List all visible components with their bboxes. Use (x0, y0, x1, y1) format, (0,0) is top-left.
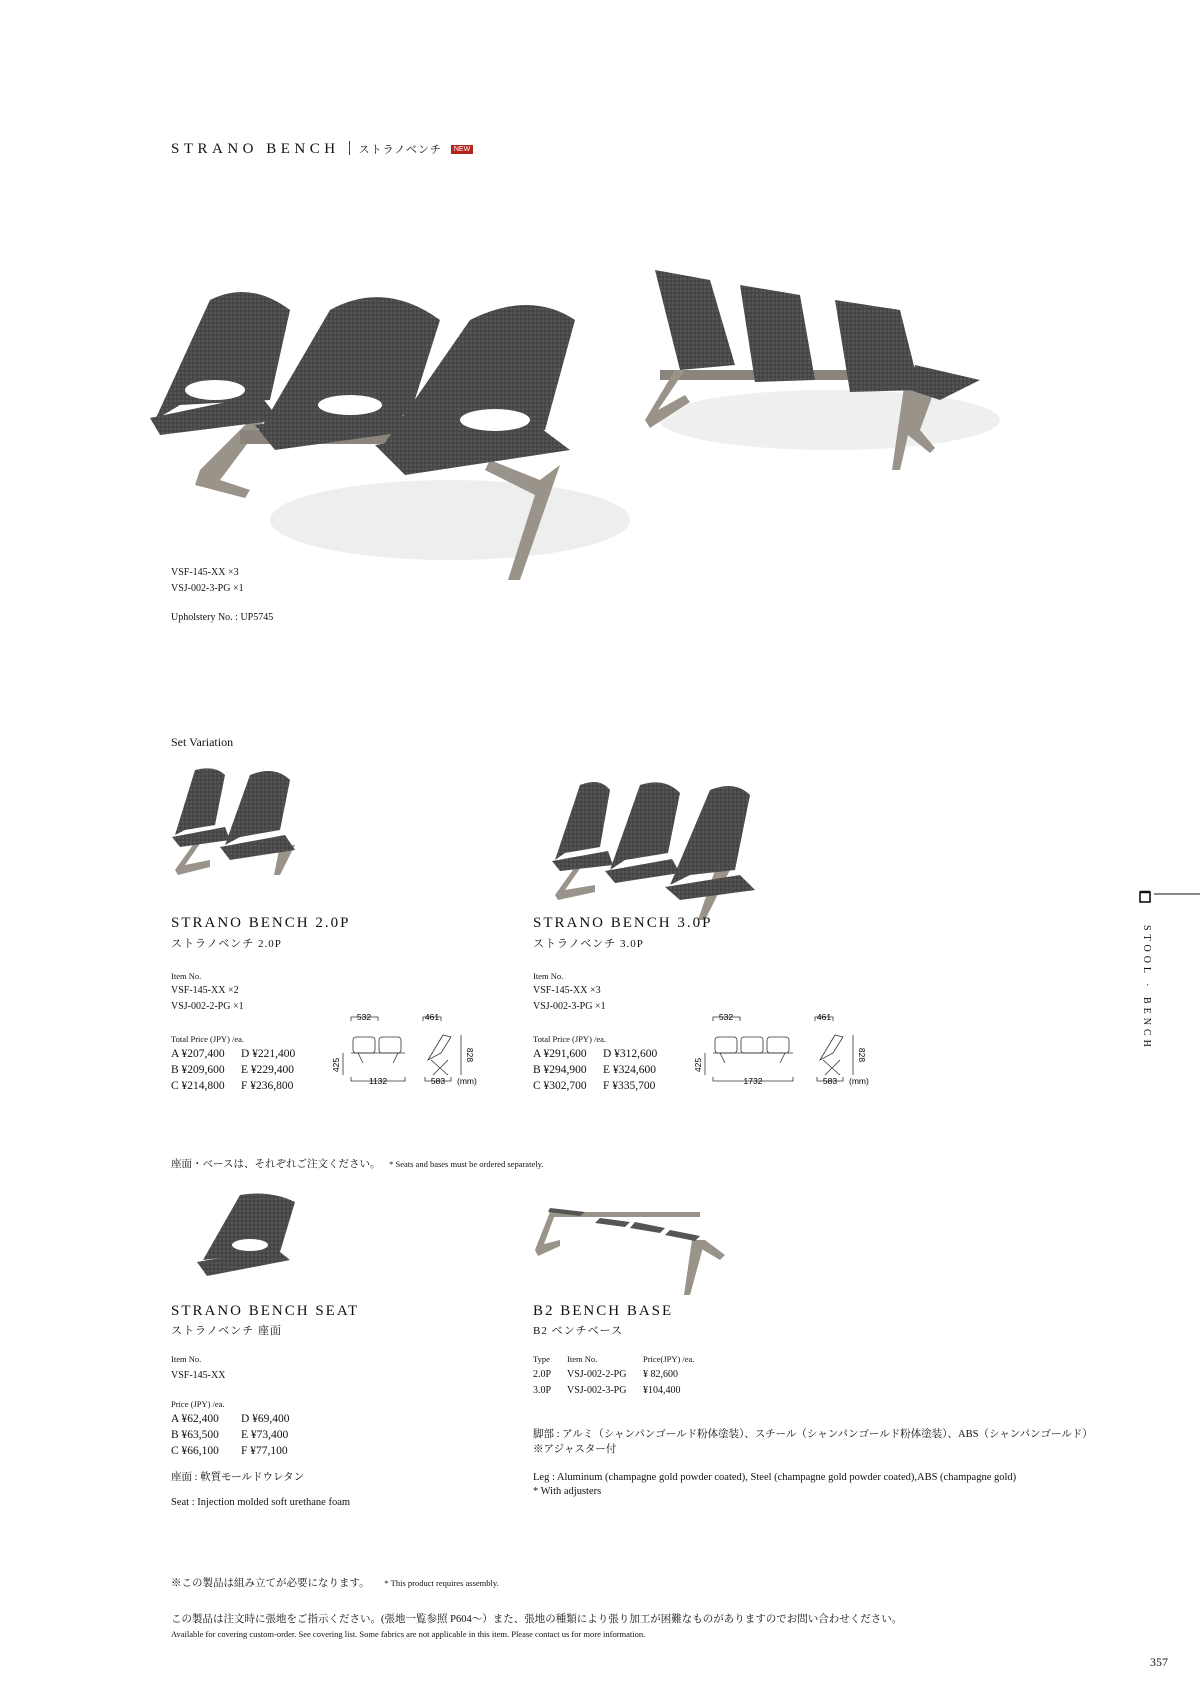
dim-depth: 461 (816, 1012, 832, 1022)
hero-item-list (171, 565, 244, 597)
assembly-note (171, 1577, 499, 1591)
dim-width: 532 (718, 1012, 734, 1022)
bench-2p-image (170, 765, 320, 880)
title-en: STRANO BENCH (171, 141, 340, 157)
set-3p-item-1: VSF-145-XX ×3 (533, 985, 601, 996)
seat-price-label: Price (JPY) /ea. (171, 1399, 225, 1409)
dim-depth: 461 (424, 1012, 440, 1022)
set-2p-item-2: VSJ-002-2-PG ×1 (171, 1001, 244, 1012)
set-3p-item-label: Item No. (533, 971, 564, 981)
dim-total: 1132 (368, 1076, 388, 1086)
set-3p-title: STRANO BENCH 3.0P (533, 915, 713, 931)
stool-bench-tab-icon (1138, 888, 1200, 908)
table-row: 3.0P VSJ-002-3-PG ¥104,400 (533, 1385, 681, 1396)
base-leg-en: Leg : Aluminum (champagne gold powder coated), Steel (champagne gold powder coated),ABS (champagne gold) (533, 1472, 1017, 1483)
hero-item-2: VSJ-002-3-PG ×1 (171, 583, 244, 594)
set-2p-items (171, 983, 244, 1015)
set-2p-item-label: Item No. (171, 971, 202, 981)
custom-order-note-en: Available for covering custom-order. See covering list. Some fabrics are not applicable in this item. Please contact us for more information. (171, 1629, 646, 1639)
bench-base-image (530, 1200, 730, 1300)
assembly-note-en: * This product requires assembly. (384, 1578, 499, 1588)
price-row: B ¥209,600 E ¥229,400 (171, 1064, 295, 1076)
page-number: 357 (1150, 1655, 1168, 1669)
base-adjuster-jp: ※アジャスター付 (533, 1444, 617, 1455)
price-row: A ¥207,400 D ¥221,400 (171, 1048, 296, 1060)
hero-bench-back-image (640, 270, 1000, 510)
set-2p-dimension-drawing (331, 1012, 483, 1095)
base-title: B2 BENCH BASE (533, 1303, 674, 1319)
set-3p-item-2: VSJ-002-3-PG ×1 (533, 1001, 606, 1012)
dim-unit: (mm) (457, 1076, 477, 1086)
price-row: C ¥214,800 F ¥236,800 (171, 1080, 294, 1092)
dim-unit: (mm) (849, 1076, 869, 1086)
price-row: C ¥66,100 F ¥77,100 (171, 1445, 288, 1457)
set-2p-prices (171, 1046, 295, 1094)
side-tab-label: STOOL · BENCH (1141, 925, 1152, 1051)
dim-height: 828 (857, 1047, 867, 1063)
dim-leg-depth: 583 (430, 1076, 446, 1086)
set-3p-price-label: Total Price (JPY) /ea. (533, 1034, 607, 1044)
price-row: B ¥63,500 E ¥73,400 (171, 1429, 289, 1441)
price-row: A ¥291,600 D ¥312,600 (533, 1048, 658, 1060)
hero-item-1: VSF-145-XX ×3 (171, 567, 239, 578)
bench-seat-image (195, 1190, 305, 1280)
base-leg-jp: 脚部 : アルミ（シャンパンゴールド粉体塗装）、スチール（シャンパンゴールド粉体塗装）、ABS（シャンパンゴールド） (533, 1429, 1093, 1440)
page-title (171, 141, 473, 158)
seat-material-jp: 座面 : 軟質モールドウレタン (171, 1472, 305, 1483)
assembly-note-jp: ※この製品は組み立てが必要になります。 (171, 1578, 370, 1589)
seat-prices (171, 1411, 290, 1459)
set-3p-prices (533, 1046, 657, 1094)
base-table-header: Type Item No. Price(JPY) /ea. (533, 1354, 695, 1364)
price-row: C ¥302,700 F ¥335,700 (533, 1080, 656, 1092)
title-divider (349, 141, 350, 155)
set-3p-dimension-drawing (693, 1012, 875, 1095)
set-2p-item-1: VSF-145-XX ×2 (171, 985, 239, 996)
set-3p-title-jp: ストラノベンチ 3.0P (533, 938, 644, 950)
dim-width: 532 (356, 1012, 372, 1022)
title-jp: ストラノベンチ (358, 144, 442, 156)
dim-seat-height: 425 (331, 1057, 341, 1073)
set-variation-label: Set Variation (171, 735, 234, 749)
dim-height: 828 (465, 1047, 475, 1063)
order-note-en: * Seats and bases must be ordered separately. (389, 1159, 544, 1169)
dim-seat-height: 425 (693, 1057, 703, 1073)
seat-material-en: Seat : Injection molded soft urethane foam (171, 1497, 351, 1508)
order-note-jp: 座面・ベースは、それぞれご注文ください。 (171, 1159, 381, 1170)
dim-leg-depth: 583 (822, 1076, 838, 1086)
price-row: A ¥62,400 D ¥69,400 (171, 1413, 290, 1425)
set-3p-items (533, 983, 606, 1015)
seat-item-label: Item No. (171, 1354, 202, 1364)
hero-upholstery: Upholstery No. : UP5745 (171, 612, 274, 623)
seat-title-jp: ストラノベンチ 座面 (171, 1325, 282, 1337)
base-title-jp: B2 ベンチベース (533, 1325, 624, 1337)
custom-order-note-jp: この製品は注文時に張地をご指示ください。(張地一覧参照 P604〜）また、張地の種類により張り加工が困難なものがありますのでお問い合わせください。 (171, 1614, 903, 1625)
base-table (533, 1367, 681, 1399)
table-row: 2.0P VSJ-002-2-PG ¥ 82,600 (533, 1369, 678, 1380)
set-2p-price-label: Total Price (JPY) /ea. (171, 1034, 245, 1044)
price-row: B ¥294,900 E ¥324,600 (533, 1064, 657, 1076)
bench-3p-image (550, 775, 765, 920)
seat-item-no: VSF-145-XX (171, 1370, 226, 1381)
set-2p-title: STRANO BENCH 2.0P (171, 915, 351, 931)
set-2p-title-jp: ストラノベンチ 2.0P (171, 938, 282, 950)
seat-title: STRANO BENCH SEAT (171, 1303, 360, 1319)
base-adjuster-en: * With adjusters (533, 1486, 602, 1497)
order-note (171, 1158, 543, 1172)
new-badge: NEW (451, 145, 473, 154)
dim-total: 1732 (743, 1076, 763, 1086)
